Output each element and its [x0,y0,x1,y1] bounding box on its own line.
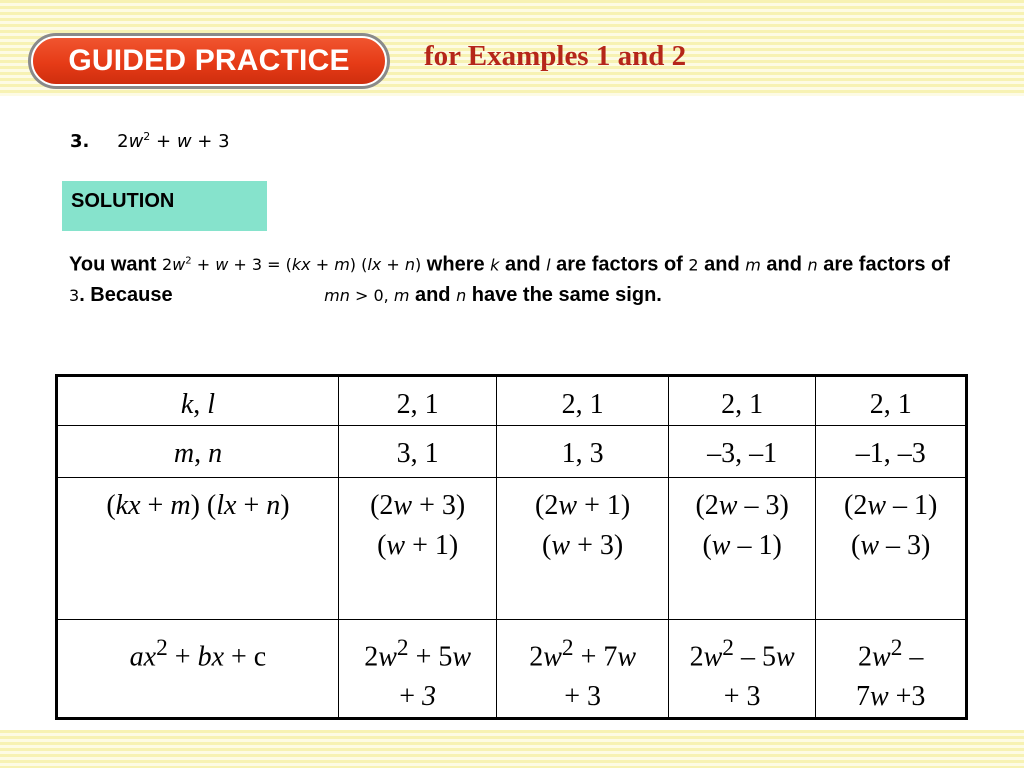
table-cell: 2, 1 [816,376,967,426]
table-cell: (2w – 3) (w – 1) [668,478,816,620]
factor-table [55,374,968,720]
row-m-n [57,426,967,478]
table-cell: –3, –1 [668,426,816,478]
guided-practice-badge [28,33,390,89]
footer-band [0,730,1024,768]
table-cell: 2, 1 [338,376,497,426]
solution-paragraph: You want $2w^2 + w + 3 = (kx + m) (lx + n)$ where k and l are factors of 2 and m and n are factors of 3. Because mn > 0, m and n have the same sign. [69,253,950,307]
problem-statement [70,130,230,152]
table-cell: (2w + 3) (w + 1) [338,478,497,620]
header-subtitle: for Examples 1 and 2 [424,40,687,72]
table-cell: 1, 3 [497,426,668,478]
row-expanded-form [57,620,967,719]
solution-label: SOLUTION [71,190,175,212]
table-cell: 2, 1 [668,376,816,426]
row-header-cell: m, n [57,426,339,478]
table-cell: 2, 1 [497,376,668,426]
row-header-cell: (kx + m) (lx + n) [57,478,339,620]
table-cell: $2w^2 + 7w$ + 3 [497,620,668,719]
problem-number: 3. [70,131,90,152]
badge-label: GUIDED PRACTICE [68,44,350,77]
problem-expression: $2w^2 + w + 3$ [117,130,230,152]
row-factored-form [57,478,967,620]
row-header-cell: $ax^2$ + bx + c [57,620,339,719]
table-cell: $2w^2$ – 7w +3 [816,620,967,719]
table-cell: –1, –3 [816,426,967,478]
table-cell: $2w^2 + 5w$ + 3 [338,620,497,719]
table-cell: (2w – 1) (w – 3) [816,478,967,620]
table-cell: $2w^2 - 5w$ + 3 [668,620,816,719]
table-cell: (2w + 1) (w + 3) [497,478,668,620]
table-cell: 3, 1 [338,426,497,478]
row-k-l [57,376,967,426]
solution-heading-box [62,181,267,231]
row-header-cell: k, l [57,376,339,426]
